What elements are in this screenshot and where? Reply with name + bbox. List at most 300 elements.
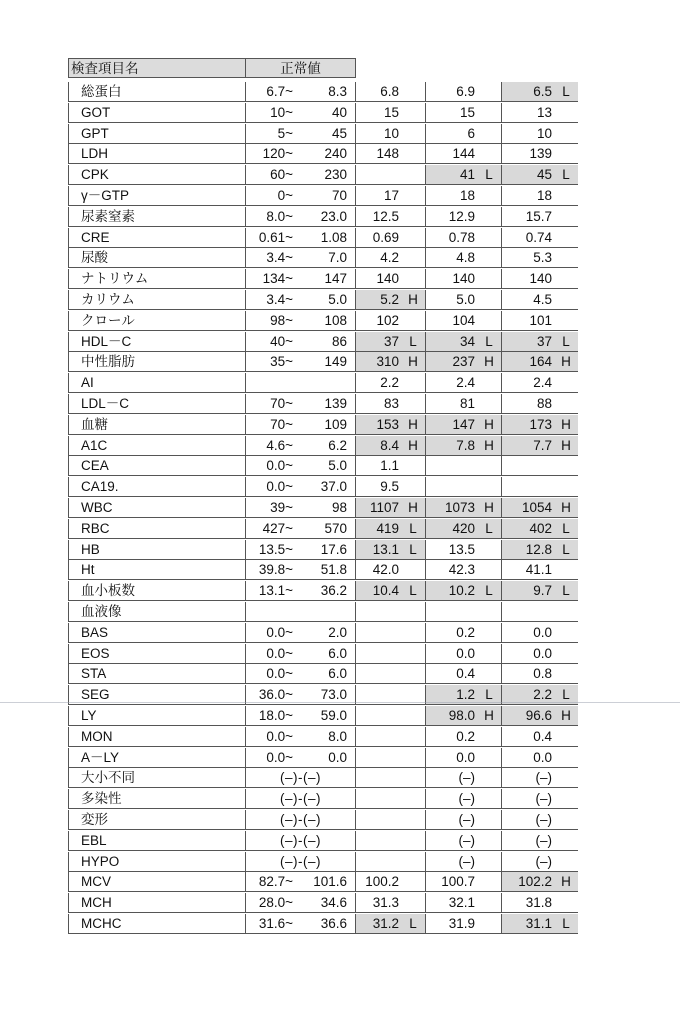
result-value: 0.2 [456,728,475,744]
result-cell-2 [426,290,502,310]
result-value: 0.4 [456,666,475,682]
result-value: 164 [529,354,552,370]
normal-range-high: 5.0 [328,458,347,474]
normal-range [246,352,356,372]
result-cell-3 [502,623,578,643]
result-cell-3 [502,477,578,497]
result-flag: H [561,416,571,432]
result-value: 12.5 [372,208,399,224]
item-name: γ－GTP [68,186,246,206]
result-cell-1 [356,623,426,643]
result-flag: L [485,167,493,183]
table-row [68,519,588,539]
normal-range-low: 13.1~ [258,583,293,599]
table-row [68,623,588,643]
result-cell-3 [502,290,578,310]
result-value: 12.9 [448,208,475,224]
result-cell-3 [502,352,578,372]
normal-range-low: 3.4~ [266,292,293,307]
normal-range-high: 45 [331,125,347,141]
table-row [68,727,588,747]
result-value: 96.6 [525,708,552,723]
result-flag: H [561,874,571,890]
table-row [68,664,588,684]
item-name: MCH [68,893,246,913]
result-flag: L [409,583,417,599]
result-value: 0.0 [533,749,552,765]
normal-range-low: 0.0~ [266,479,293,495]
normal-range [246,852,356,872]
normal-range-text: (–)-(–) [280,812,321,827]
table-row [68,165,588,185]
result-cell-3 [502,789,578,809]
normal-range [246,394,356,414]
normal-range-high: 34.6 [320,895,347,911]
result-value: 9.7 [533,583,552,599]
result-value: 148 [376,146,399,162]
result-cell-1 [356,748,426,768]
result-cell-3 [502,831,578,851]
result-cell-3 [502,727,578,747]
normal-range-low: 134~ [262,271,293,287]
item-name: MON [68,727,246,747]
item-name: CEA [68,456,246,476]
item-name: SEG [68,685,246,705]
table-row [68,498,588,518]
result-cell-2 [426,82,502,102]
result-flag: L [562,687,570,703]
result-cell-3 [502,144,578,164]
item-name: HDL－C [68,332,246,352]
result-value: (–) [535,791,552,807]
result-cell-1 [356,852,426,872]
result-flag: H [484,708,494,723]
table-row [68,269,588,289]
result-value: 0.0 [533,645,552,661]
normal-range [246,519,356,539]
normal-range-low: 427~ [262,520,293,536]
result-cell-3 [502,82,578,102]
result-value: 0.0 [456,749,475,765]
table-row [68,706,588,726]
result-value: 5.0 [456,292,475,307]
result-cell-1 [356,789,426,809]
result-cell-1 [356,269,426,289]
result-value: 1107 [369,500,399,515]
normal-range [246,290,356,310]
result-cell-3 [502,893,578,913]
table-row [68,540,588,560]
result-value: 34 [459,333,475,349]
header-item-name: 検査項目名 [68,58,246,78]
item-name: HYPO [68,852,246,872]
normal-range-high: 73.0 [320,687,347,703]
normal-range-low: 0.0~ [266,728,293,744]
result-cell-1 [356,768,426,788]
normal-range [246,186,356,206]
normal-range-low: 5~ [277,125,293,141]
normal-range-high: 240 [324,146,347,162]
result-value: 0.78 [448,229,475,245]
result-value: 31.3 [372,895,399,911]
result-value: (–) [535,770,552,786]
table-row [68,228,588,248]
normal-range [246,540,356,560]
normal-range [246,456,356,476]
result-value: 13.5 [448,541,475,557]
result-value: 41 [459,167,475,183]
normal-range-high: 101.6 [313,874,347,890]
result-cell-3 [502,872,578,892]
item-name: LDL－C [68,394,246,414]
normal-range [246,248,356,268]
table-row [68,207,588,227]
result-value: 100.7 [441,874,475,890]
result-value: 10 [383,125,399,141]
result-cell-2 [426,498,502,518]
result-cell-2 [426,477,502,497]
item-name: 尿素窒素 [68,207,246,227]
result-flag: L [485,333,493,349]
item-name: 血小板数 [68,581,246,601]
table-row [68,748,588,768]
result-value: 2.2 [533,687,552,703]
result-value: (–) [535,853,552,869]
result-value: 83 [383,396,399,411]
result-flag: L [562,84,570,99]
header-normal-range: 正常値 [246,58,356,78]
result-flag: L [562,916,570,931]
result-flag: H [484,500,494,515]
result-cell-2 [426,228,502,248]
result-value: 144 [452,146,475,162]
result-cell-2 [426,540,502,560]
result-cell-2 [426,456,502,476]
result-cell-1 [356,893,426,913]
normal-range-high: 5.0 [328,292,347,307]
result-cell-2 [426,186,502,206]
normal-range-low: 0.0~ [266,624,293,640]
normal-range-text: (–)-(–) [280,770,321,786]
item-name: 大小不同 [68,768,246,788]
normal-range [246,207,356,227]
result-cell-3 [502,207,578,227]
result-cell-2 [426,810,502,830]
result-cell-3 [502,540,578,560]
result-cell-1 [356,311,426,331]
table-row [68,831,588,851]
result-cell-3 [502,706,578,726]
result-value: 12.8 [525,541,552,557]
result-cell-2 [426,311,502,331]
item-name: ナトリウム [68,269,246,289]
normal-range [246,664,356,684]
normal-range-low: 0.0~ [266,458,293,474]
normal-range-high: 59.0 [320,708,347,723]
normal-range-high: 17.6 [320,541,347,557]
result-cell-1 [356,373,426,393]
result-value: 6.8 [380,84,399,99]
normal-range-text: (–)-(–) [280,853,321,869]
result-value: 1054 [521,500,552,515]
result-cell-3 [502,768,578,788]
normal-range-high: 8.3 [328,84,347,99]
result-cell-1 [356,332,426,352]
result-cell-1 [356,82,426,102]
result-flag: H [484,354,494,370]
result-flag: L [485,583,493,599]
result-value: 101 [529,312,552,328]
result-value: 140 [529,271,552,287]
result-cell-2 [426,664,502,684]
result-cell-3 [502,748,578,768]
result-cell-1 [356,248,426,268]
result-cell-3 [502,581,578,601]
result-value: 1.2 [456,687,475,703]
normal-range-high: 0.0 [328,749,347,765]
result-value: 1.1 [380,458,399,474]
normal-range-low: 4.6~ [266,437,293,453]
table-row [68,332,588,352]
result-value: 98.0 [448,708,475,723]
result-cell-2 [426,581,502,601]
normal-range-high: 6.2 [328,437,347,453]
result-cell-2 [426,248,502,268]
result-cell-3 [502,456,578,476]
item-name: クロール [68,311,246,331]
result-cell-2 [426,519,502,539]
result-cell-3 [502,415,578,435]
item-name: BAS [68,623,246,643]
result-value: 15 [383,104,399,120]
result-value: 310 [376,354,399,370]
table-row [68,144,588,164]
normal-range [246,477,356,497]
normal-range [246,789,356,809]
result-flag: H [408,437,418,453]
result-flag: L [409,541,417,557]
result-value: 13 [536,104,552,120]
table-row [68,456,588,476]
item-name: GPT [68,124,246,144]
table-row [68,311,588,331]
table-row [68,789,588,809]
result-cell-2 [426,914,502,934]
normal-range-high: 6.0 [328,645,347,661]
result-cell-1 [356,831,426,851]
normal-range-low: 35~ [270,354,293,370]
result-cell-1 [356,810,426,830]
result-cell-3 [502,186,578,206]
result-flag: L [409,333,417,349]
result-cell-3 [502,394,578,414]
item-name: 血糖 [68,415,246,435]
normal-range-high: 139 [324,396,347,411]
result-value: (–) [458,812,475,827]
item-name: 総蛋白 [68,82,246,102]
result-value: 8.4 [380,437,399,453]
result-value: 10.4 [372,583,399,599]
table-row [68,872,588,892]
item-name: カリウム [68,290,246,310]
item-name: MCV [68,872,246,892]
result-flag: L [409,520,417,536]
normal-range-high: 23.0 [320,208,347,224]
result-cell-2 [426,207,502,227]
normal-range [246,103,356,123]
result-cell-3 [502,124,578,144]
item-name: CA19. [68,477,246,497]
normal-range-high: 149 [324,354,347,370]
result-value: 102.2 [518,874,552,890]
result-flag: H [408,500,418,515]
result-value: 41.1 [525,562,552,578]
result-value: 15.7 [525,208,552,224]
result-value: 10.2 [448,583,475,599]
result-value: 420 [452,520,475,536]
result-value: 5.3 [533,250,552,266]
normal-range-low: 40~ [270,333,293,349]
result-cell-2 [426,623,502,643]
table-header [68,58,588,78]
table-row [68,644,588,664]
item-name: MCHC [68,914,246,934]
normal-range [246,768,356,788]
normal-range-low: 39~ [270,500,293,515]
table-row [68,248,588,268]
result-cell-1 [356,228,426,248]
normal-range-high: 1.08 [320,229,347,245]
result-value: 147 [452,416,475,432]
result-cell-1 [356,540,426,560]
result-value: 31.9 [448,916,475,931]
normal-range [246,644,356,664]
table-row [68,852,588,872]
normal-range [246,623,356,643]
result-value: 42.0 [372,562,399,578]
normal-range-high: 230 [324,167,347,183]
result-flag: H [408,416,418,432]
result-cell-2 [426,789,502,809]
table-row [68,477,588,497]
result-cell-3 [502,519,578,539]
result-cell-3 [502,498,578,518]
result-cell-1 [356,602,426,622]
result-value: 31.1 [525,916,552,931]
result-cell-3 [502,165,578,185]
result-cell-1 [356,581,426,601]
normal-range [246,165,356,185]
result-cell-2 [426,373,502,393]
normal-range [246,748,356,768]
table-row [68,124,588,144]
result-value: 32.1 [448,895,475,911]
normal-range-high: 51.8 [320,562,347,578]
normal-range [246,332,356,352]
result-cell-3 [502,664,578,684]
item-name: 尿酸 [68,248,246,268]
result-cell-3 [502,644,578,664]
normal-range [246,893,356,913]
result-cell-2 [426,831,502,851]
result-cell-2 [426,602,502,622]
table-row [68,373,588,393]
result-value: 2.4 [456,375,475,391]
normal-range-low: 13.5~ [258,541,293,557]
item-name: STA [68,664,246,684]
normal-range [246,228,356,248]
result-cell-2 [426,748,502,768]
result-value: 45 [536,167,552,183]
normal-range-low: 8.0~ [266,208,293,224]
result-flag: L [562,583,570,599]
result-cell-3 [502,852,578,872]
item-name: RBC [68,519,246,539]
result-flag: L [562,167,570,183]
item-name: GOT [68,103,246,123]
result-cell-2 [426,727,502,747]
normal-range [246,498,356,518]
table-row [68,103,588,123]
result-flag: L [485,520,493,536]
normal-range [246,82,356,102]
result-value: 402 [529,520,552,536]
result-value: 6.9 [456,84,475,99]
table-row [68,186,588,206]
normal-range-low: 0.0~ [266,645,293,661]
item-name: A－LY [68,748,246,768]
normal-range-high: 98 [331,500,347,515]
normal-range-high: 70 [331,188,347,203]
result-cell-2 [426,144,502,164]
normal-range-low: 28.0~ [258,895,293,911]
result-cell-2 [426,436,502,456]
result-value: (–) [535,812,552,827]
result-cell-1 [356,394,426,414]
normal-range-low: 82.7~ [258,874,293,890]
normal-range [246,269,356,289]
table-row [68,560,588,580]
table-row [68,290,588,310]
item-name: HB [68,540,246,560]
result-value: 81 [459,396,475,411]
result-cell-3 [502,436,578,456]
normal-range-low: 0~ [277,188,293,203]
normal-range-low: 10~ [270,104,293,120]
result-cell-2 [426,768,502,788]
result-cell-2 [426,706,502,726]
normal-range-low: 98~ [270,312,293,328]
normal-range-low: 70~ [270,416,293,432]
item-name: EBL [68,831,246,851]
result-flag: L [562,541,570,557]
result-flag: H [408,354,418,370]
normal-range [246,415,356,435]
result-value: 6 [467,125,475,141]
result-value: 4.8 [456,250,475,266]
item-name: WBC [68,498,246,518]
table-row [68,581,588,601]
result-cell-2 [426,124,502,144]
result-cell-1 [356,498,426,518]
normal-range [246,727,356,747]
normal-range-low: 31.6~ [258,916,293,931]
result-value: 18 [459,188,475,203]
result-value: 9.5 [380,479,399,495]
result-cell-1 [356,727,426,747]
result-cell-1 [356,144,426,164]
item-name: CRE [68,228,246,248]
